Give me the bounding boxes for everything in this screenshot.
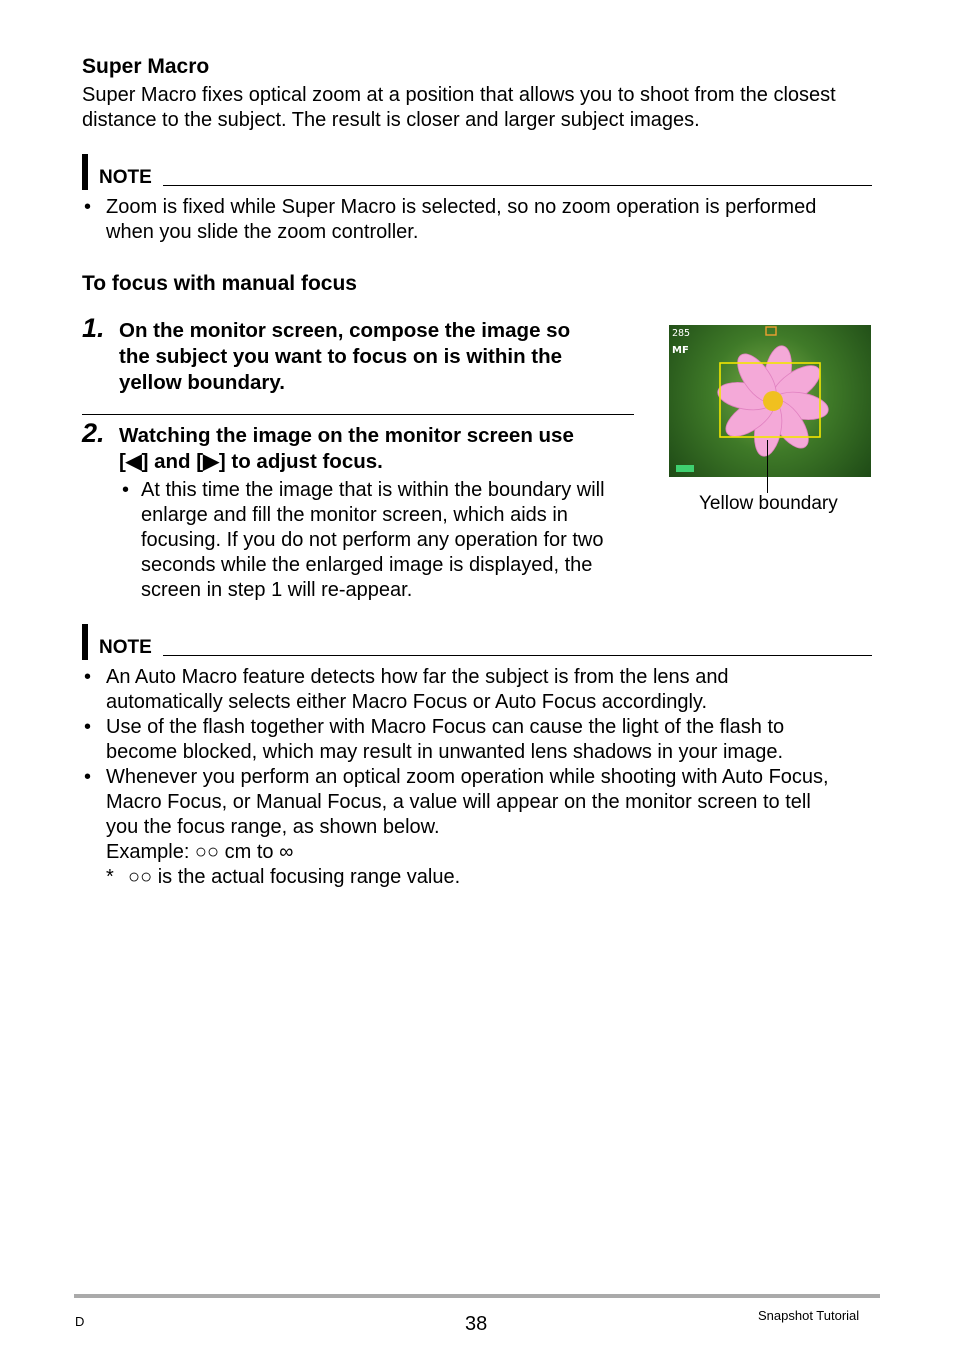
step-2-text: Watching the image on the monitor screen use [◀] and [▶] to adjust focus.	[119, 424, 574, 473]
bullet: •	[84, 766, 92, 788]
manual-focus-heading: To focus with manual focus	[82, 272, 357, 295]
note-marker-bar	[82, 624, 88, 660]
photo-caption: Yellow boundary	[699, 493, 838, 514]
step-divider	[82, 414, 634, 415]
mf-indicator: MF	[672, 345, 689, 356]
step-2-subitem-text: At this time the image that is within the boundary will enlarge and fill the monitor screen, which aids in focusing. If you do not perform any operation for two seconds while the enlarged image is displayed, the screen in step 1 will re-appear.	[141, 479, 605, 601]
note-rule	[163, 185, 872, 186]
footer-rule	[74, 1294, 880, 1298]
battery-icon	[676, 465, 694, 472]
super-macro-line-2: distance to the subject. The result is closer and larger subject images.	[82, 109, 700, 131]
note-item-text: Zoom is fixed while Super Macro is selected, so no zoom operation is performed when you slide the zoom controller.	[106, 196, 817, 243]
page-number: 38	[465, 1313, 488, 1335]
note-label: NOTE	[99, 167, 152, 188]
super-macro-line-1: Super Macro fixes optical zoom at a position that allows you to shoot from the closest	[82, 84, 836, 106]
bullet: •	[84, 666, 92, 688]
bullet: •	[122, 479, 130, 501]
step-number-1: 1.	[82, 313, 105, 343]
camera-icon	[766, 327, 776, 335]
footnote-mark: *	[106, 866, 114, 888]
super-macro-heading: Super Macro	[82, 55, 210, 78]
footer-language-code: D	[75, 1314, 85, 1329]
note-marker-bar	[82, 154, 88, 190]
flower-illustration	[669, 325, 871, 477]
note-rule	[163, 655, 872, 656]
footer-section-title: Snapshot Tutorial	[758, 1308, 860, 1323]
shot-count: 285	[672, 328, 691, 339]
footnote-text: ○○ is the actual focusing range value.	[128, 866, 461, 888]
note-label: NOTE	[99, 637, 152, 658]
callout-line	[767, 440, 768, 493]
note-item-text: Use of the flash together with Macro Focus can cause the light of the flash to become blocked, which may result in unwanted lens shadows in your image.	[106, 716, 785, 763]
note-item	[84, 715, 874, 765]
flower-center	[763, 391, 783, 411]
bullet: •	[84, 196, 92, 218]
monitor-screen-photo	[669, 325, 871, 477]
step-number-2: 2.	[82, 418, 105, 448]
bullet: •	[84, 716, 92, 738]
note-item-text: An Auto Macro feature detects how far the subject is from the lens and automatically selects either Macro Focus or Auto Focus accordingly.	[106, 666, 729, 713]
note-item-text: Whenever you perform an optical zoom operation while shooting with Auto Focus, Macro Focus, or Manual Focus, a value will appear on the monitor screen to tell you the focus range, as shown below. Example: ○○ cm to ∞	[106, 765, 874, 865]
note-item	[84, 195, 874, 245]
step-1-text: On the monitor screen, compose the image so the subject you want to focus on is within the yellow boundary.	[119, 319, 571, 394]
example-line: Example: ○○ cm to ∞	[106, 841, 294, 863]
step-2-subitem	[122, 478, 642, 608]
note-item	[84, 665, 874, 715]
